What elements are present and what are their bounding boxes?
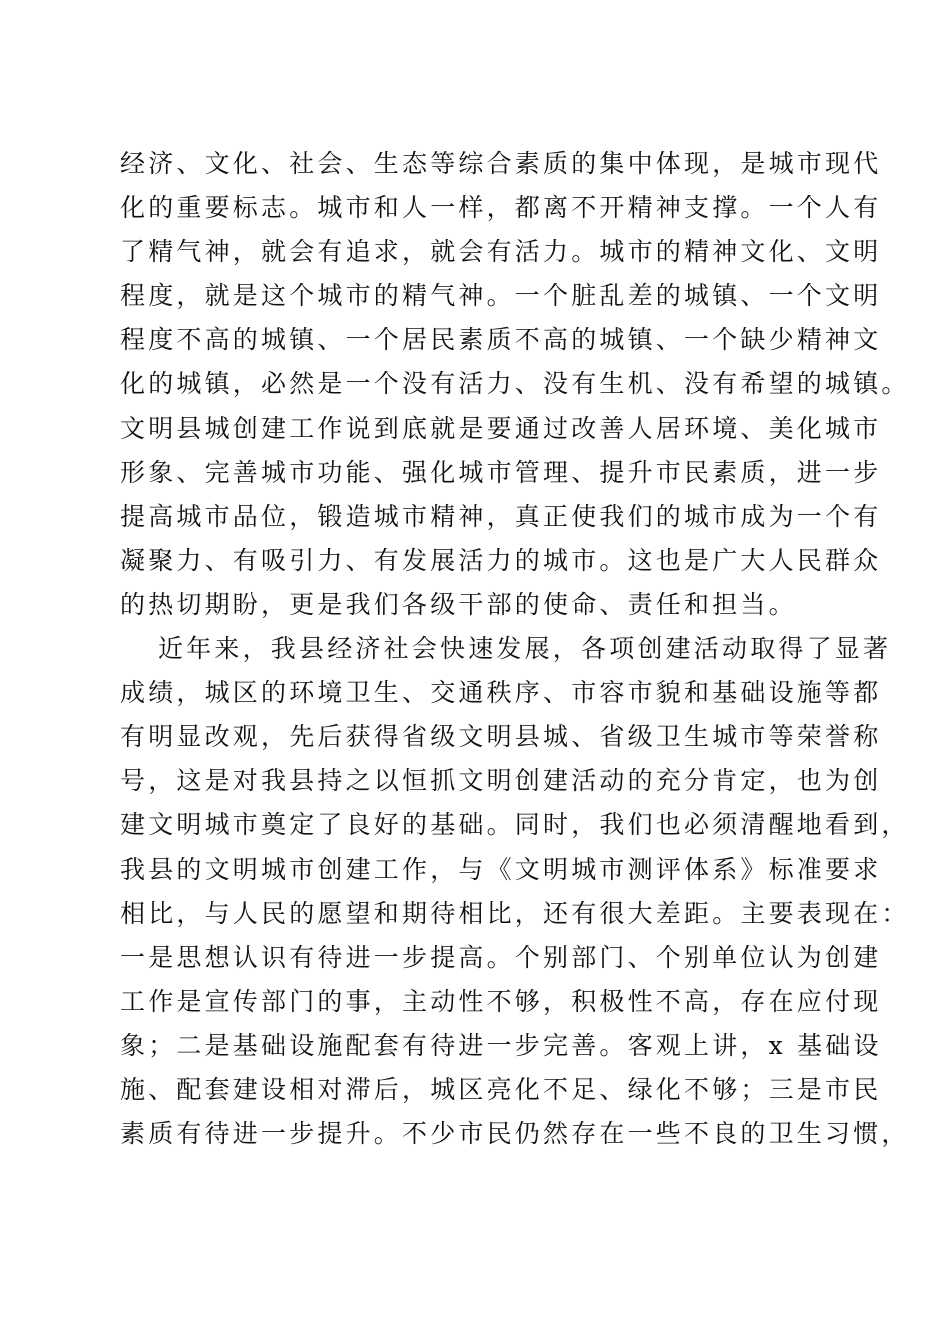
text-line: 素质有待进一步提升。不少市民仍然存在一些不良的卫生习惯， [120, 1119, 910, 1149]
text-line: 有明显改观，先后获得省级文明县城、省级卫生城市等荣誉称 [120, 722, 882, 752]
text-line: 文明县城创建工作说到底就是要通过改善人居环境、美化城市 [120, 413, 882, 443]
text-line: 建文明城市奠定了良好的基础。同时，我们也必须清醒地看到， [120, 810, 910, 840]
text-line: 了精气神，就会有追求，就会有活力。城市的精神文化、文明 [120, 237, 882, 267]
paragraph-2 [120, 627, 910, 1156]
text-line: 我县的文明城市创建工作，与《文明城市测评体系》标准要求 [120, 854, 882, 884]
text-line: 成绩，城区的环境卫生、交通秩序、市容市貌和基础设施等都 [120, 678, 882, 708]
text-line: 经济、文化、社会、生态等综合素质的集中体现，是城市现代 [120, 149, 882, 178]
text-line: 程度，就是这个城市的精气神。一个脏乱差的城镇、一个文明 [120, 281, 882, 311]
paragraph-1 [120, 142, 910, 627]
text-line: 一是思想认识有待进一步提高。个别部门、个别单位认为创建 [120, 942, 882, 972]
text-line: 号，这是对我县持之以恒抓文明创建活动的充分肯定，也为创 [120, 766, 882, 796]
text-line: 近年来，我县经济社会快速发展，各项创建活动取得了显著 [158, 634, 892, 664]
text-line: 相比，与人民的愿望和期待相比，还有很大差距。主要表现在： [120, 898, 910, 928]
text-line: 程度不高的城镇、一个居民素质不高的城镇、一个缺少精神文 [120, 325, 882, 355]
text-line: 化的城镇，必然是一个没有活力、没有生机、没有希望的城镇。 [120, 369, 910, 399]
text-line: 化的重要标志。城市和人一样，都离不开精神支撑。一个人有 [120, 193, 882, 223]
text-line: 的热切期盼，更是我们各级干部的使命、责任和担当。 [120, 589, 797, 619]
text-line: 形象、完善城市功能、强化城市管理、提升市民素质，进一步 [120, 457, 882, 487]
body-text [120, 142, 910, 1156]
text-line: 凝聚力、有吸引力、有发展活力的城市。这也是广大人民群众 [120, 545, 882, 575]
text-line: 提高城市品位，锻造城市精神，真正使我们的城市成为一个有 [120, 501, 882, 531]
text-line: 象；二是基础设施配套有待进一步完善。客观上讲，x 基础设 [120, 1030, 882, 1060]
text-line: 施、配套建设相对滞后，城区亮化不足、绿化不够；三是市民 [120, 1074, 882, 1104]
text-line: 工作是宣传部门的事，主动性不够，积极性不高，存在应付现 [120, 986, 882, 1016]
